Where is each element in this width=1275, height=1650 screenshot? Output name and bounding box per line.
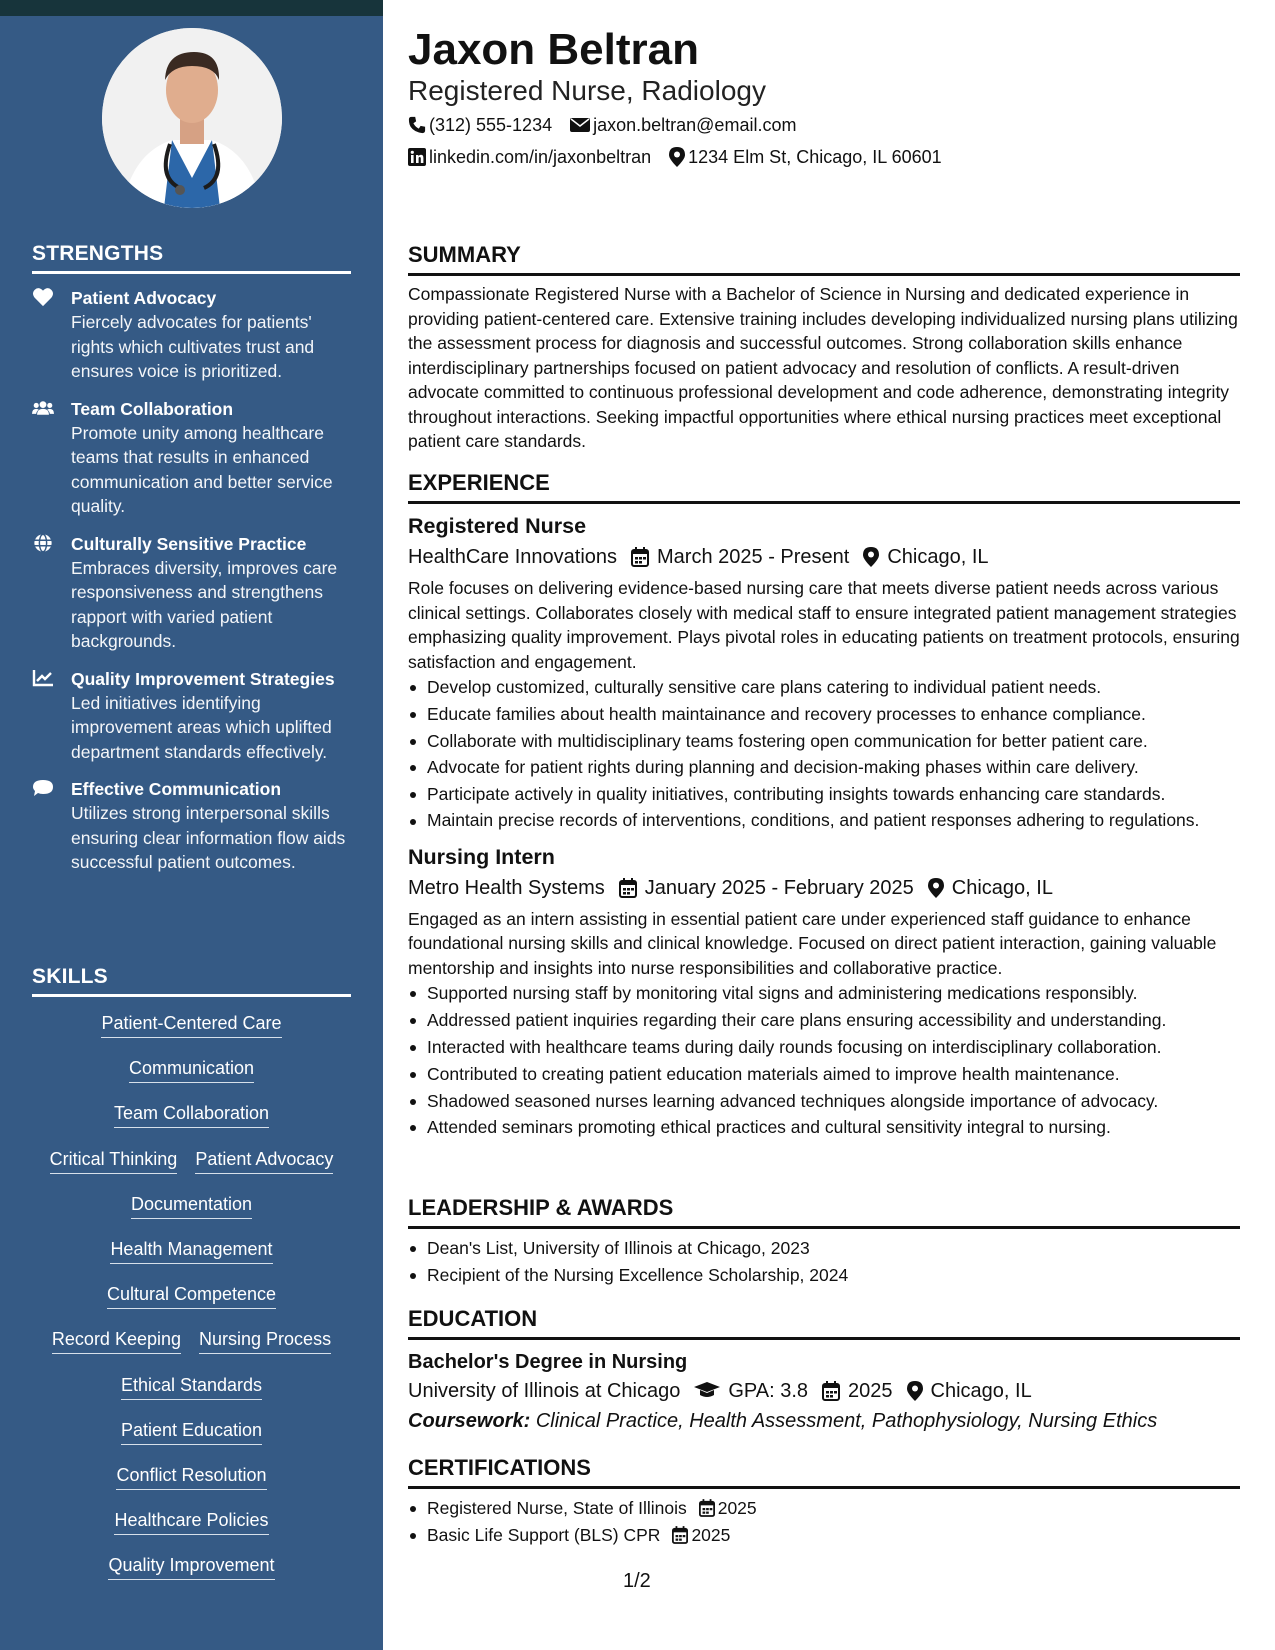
job-bullets bbox=[408, 674, 1240, 833]
skills-heading: SKILLS bbox=[32, 965, 351, 997]
certifications-heading: CERTIFICATIONS bbox=[408, 1455, 1240, 1489]
gpa-text: GPA: 3.8 bbox=[728, 1380, 809, 1402]
contact-line-2 bbox=[408, 145, 960, 169]
certification-name: Basic Life Support (BLS) CPR bbox=[427, 1524, 661, 1545]
calendar-icon bbox=[631, 547, 649, 567]
certification-year: 2025 bbox=[717, 1498, 757, 1518]
linkedin-text: linkedin.com/in/jaxonbeltran bbox=[429, 147, 652, 167]
skill-tag: Ethical Standards bbox=[121, 1371, 262, 1416]
job-bullet: Participate actively in quality initiatives, contributing insights towards enhancing care standards. bbox=[408, 781, 1240, 808]
skill-tag: Nursing Process bbox=[199, 1325, 331, 1370]
award-item: Dean's List, University of Illinois at Chicago, 2023 bbox=[408, 1235, 1240, 1262]
job-bullet: Attended seminars promoting ethical practices and cultural sensitivity integral to nursing. bbox=[408, 1114, 1240, 1141]
envelope-icon bbox=[570, 117, 590, 133]
linkedin-icon bbox=[408, 148, 426, 166]
job-bullet: Collaborate with multidisciplinary teams fostering open communication for better patient care. bbox=[408, 728, 1240, 755]
leadership-section bbox=[408, 1195, 1240, 1289]
strength-item bbox=[32, 397, 351, 519]
linkedin-contact[interactable] bbox=[408, 145, 651, 169]
contact-line-1 bbox=[408, 113, 814, 137]
email-text: jaxon.beltran@email.com bbox=[593, 115, 797, 135]
job-description: Engaged as an intern assisting in essential patient care under experienced staff guidance to enhance foundational nursing skills and clinical knowledge. Focused on direct patient interaction, gaining valuable mentorship and insights into nurse responsibilities and collaborative practice. bbox=[408, 908, 1217, 978]
skill-tag: Quality Improvement bbox=[108, 1551, 274, 1596]
school-name: University of Illinois at Chicago bbox=[408, 1380, 681, 1402]
job-bullet: Maintain precise records of interventions, conditions, and patient responses adhering to regulations. bbox=[408, 808, 1240, 833]
coursework-line bbox=[408, 1407, 1240, 1435]
sidebar bbox=[0, 0, 383, 1650]
certifications-section bbox=[408, 1455, 1240, 1549]
coursework-label: Coursework: bbox=[408, 1410, 531, 1432]
address-contact bbox=[669, 145, 942, 169]
strength-description: Led initiatives identifying improvement areas which uplifted department standards effectively. bbox=[71, 692, 332, 762]
certifications-list bbox=[408, 1495, 1240, 1549]
job-bullet: Contributed to creating patient education materials aimed to improve health maintenance. bbox=[408, 1061, 1240, 1088]
summary-heading: SUMMARY bbox=[408, 242, 1240, 276]
avatar bbox=[102, 28, 282, 208]
coursework-text: Clinical Practice, Health Assessment, Pathophysiology, Nursing Ethics bbox=[535, 1410, 1158, 1432]
job-bullet: Develop customized, culturally sensitive care plans catering to individual patient needs. bbox=[408, 674, 1240, 701]
school-location: Chicago, IL bbox=[930, 1380, 1032, 1402]
certification-year: 2025 bbox=[691, 1524, 731, 1545]
users-icon bbox=[32, 398, 54, 418]
graduation-cap-icon bbox=[694, 1382, 720, 1400]
strength-description: Utilizes strong interpersonal skills ensuring clear information flow aids successful patient outcomes. bbox=[71, 803, 346, 872]
strength-item bbox=[32, 286, 351, 384]
skill-tag: Patient-Centered Care bbox=[101, 1009, 281, 1054]
job-bullet: Shadowed seasoned nurses learning advanced techniques alongside importance of advocacy. bbox=[408, 1088, 1240, 1115]
calendar-icon bbox=[822, 1381, 840, 1401]
skill-tag: Communication bbox=[129, 1054, 254, 1099]
skill-tag: Healthcare Policies bbox=[114, 1506, 268, 1551]
job-dates: March 2025 - Present bbox=[657, 546, 850, 568]
job-location: Chicago, IL bbox=[887, 546, 989, 568]
job-company: HealthCare Innovations bbox=[408, 546, 618, 568]
strength-item bbox=[32, 777, 351, 875]
education-meta bbox=[408, 1377, 1240, 1405]
skill-tag: Critical Thinking bbox=[50, 1145, 178, 1190]
graduation-year: 2025 bbox=[848, 1380, 893, 1402]
address-text: 1234 Elm St, Chicago, IL 60601 bbox=[688, 147, 942, 167]
phone-contact[interactable] bbox=[408, 113, 552, 137]
heart-icon bbox=[32, 287, 54, 307]
candidate-name: Jaxon Beltran bbox=[408, 25, 699, 74]
candidate-role: Registered Nurse, Radiology bbox=[408, 75, 766, 106]
globe-icon bbox=[32, 533, 54, 553]
education-section bbox=[408, 1306, 1240, 1435]
job-bullet: Interacted with healthcare teams during daily rounds focusing on interdisciplinary collaboration. bbox=[408, 1034, 1240, 1061]
chat-bubble-icon bbox=[32, 778, 54, 798]
strength-description: Promote unity among healthcare teams that results in enhanced communication and better service quality. bbox=[71, 422, 333, 516]
strengths-heading: STRENGTHS bbox=[32, 242, 351, 274]
strength-description: Fiercely advocates for patients' rights which cultivates trust and ensures voice is prioritized. bbox=[71, 312, 315, 381]
sidebar-top-bar bbox=[0, 0, 383, 16]
strengths-section bbox=[32, 242, 351, 875]
experience-heading: EXPERIENCE bbox=[408, 470, 1240, 504]
calendar-icon bbox=[699, 1499, 715, 1517]
chart-line-icon bbox=[32, 668, 54, 688]
page-number: 1/2 bbox=[623, 1570, 651, 1592]
strength-title: Effective Communication bbox=[71, 779, 282, 799]
job-meta bbox=[408, 543, 1240, 571]
strength-item bbox=[32, 532, 351, 654]
skill-tag: Record Keeping bbox=[52, 1325, 181, 1370]
strength-title: Team Collaboration bbox=[71, 398, 234, 419]
skill-tag: Conflict Resolution bbox=[116, 1461, 266, 1506]
skills-list bbox=[32, 1009, 351, 1596]
profile-photo bbox=[102, 28, 282, 208]
job-meta bbox=[408, 874, 1240, 902]
job-bullet: Advocate for patient rights during planning and decision-making phases within care delivery. bbox=[408, 754, 1240, 781]
education-heading: EDUCATION bbox=[408, 1306, 1240, 1340]
experience-section bbox=[408, 470, 1240, 1141]
skill-tag: Cultural Competence bbox=[107, 1280, 276, 1325]
summary-section bbox=[408, 242, 1240, 454]
job-location: Chicago, IL bbox=[951, 876, 1053, 899]
summary-text: Compassionate Registered Nurse with a Bachelor of Science in Nursing and dedicated experience in providing patient-centered care. Extensive training includes developing individualized nursing plans utilizing the assessment process for diagnosis and successful outcomes. Strong collaboration skills enhance interdisciplinary partnerships focused on patient advocacy and resolution of conflicts. A result-driven advocate committed to continuous professional development and code adherence, demonstrating integrity throughout interactions. Seeking impactful opportunities where ethical nursing practices meet exceptional patient care standards. bbox=[408, 284, 1238, 451]
calendar-icon bbox=[672, 1526, 688, 1544]
job-dates: January 2025 - February 2025 bbox=[644, 876, 914, 899]
phone-text: (312) 555-1234 bbox=[429, 115, 553, 135]
map-pin-icon bbox=[669, 147, 685, 167]
skills-section bbox=[32, 965, 351, 1596]
certification-item bbox=[408, 1495, 1240, 1522]
skill-tag: Patient Education bbox=[121, 1416, 262, 1461]
strength-title: Quality Improvement Strategies bbox=[71, 668, 335, 689]
skill-tag: Patient Advocacy bbox=[195, 1145, 333, 1190]
job-bullet: Supported nursing staff by monitoring vital signs and administering medications responsibly. bbox=[408, 980, 1240, 1007]
strength-item bbox=[32, 667, 351, 765]
skill-tag: Team Collaboration bbox=[114, 1099, 269, 1144]
job-title: Nursing Intern bbox=[408, 844, 555, 869]
skill-tag: Documentation bbox=[131, 1190, 252, 1235]
job-description: Role focuses on delivering evidence-based nursing care that meets diverse patient needs across various clinical settings. Collaborates closely with medical staff to ensure integrated patient management strategies emphasizing quality improvement. Plays pivotal roles in educating patients on treatment protocols, ensuring satisfaction and engagement. bbox=[408, 578, 1240, 672]
phone-icon bbox=[408, 116, 426, 134]
job-bullets bbox=[408, 980, 1240, 1141]
map-pin-icon bbox=[907, 1381, 923, 1401]
calendar-icon bbox=[619, 878, 637, 898]
strength-title: Culturally Sensitive Practice bbox=[71, 533, 307, 554]
strength-title: Patient Advocacy bbox=[71, 288, 217, 308]
job-company: Metro Health Systems bbox=[408, 876, 605, 899]
map-pin-icon bbox=[928, 878, 944, 898]
certification-item bbox=[408, 1522, 1240, 1549]
job-bullet: Addressed patient inquiries regarding their care plans ensuring accessibility and understanding. bbox=[408, 1007, 1240, 1034]
email-contact[interactable] bbox=[570, 113, 796, 137]
strength-description: Embraces diversity, improves care responsiveness and strengthens rapport with varied patient backgrounds. bbox=[71, 557, 338, 651]
certification-name: Registered Nurse, State of Illinois bbox=[427, 1498, 687, 1518]
job-bullet: Educate families about health maintainance and recovery processes to enhance compliance. bbox=[408, 701, 1240, 728]
job-entry bbox=[408, 512, 1240, 833]
degree-title: Bachelor's Degree in Nursing bbox=[408, 1351, 688, 1373]
job-title: Registered Nurse bbox=[408, 514, 587, 538]
map-pin-icon bbox=[863, 547, 879, 567]
award-item: Recipient of the Nursing Excellence Scholarship, 2024 bbox=[408, 1262, 1240, 1289]
leadership-heading: LEADERSHIP & AWARDS bbox=[408, 1195, 1240, 1229]
leadership-list bbox=[408, 1235, 1240, 1289]
job-entry bbox=[408, 843, 1240, 1141]
skill-tag: Health Management bbox=[110, 1235, 272, 1280]
